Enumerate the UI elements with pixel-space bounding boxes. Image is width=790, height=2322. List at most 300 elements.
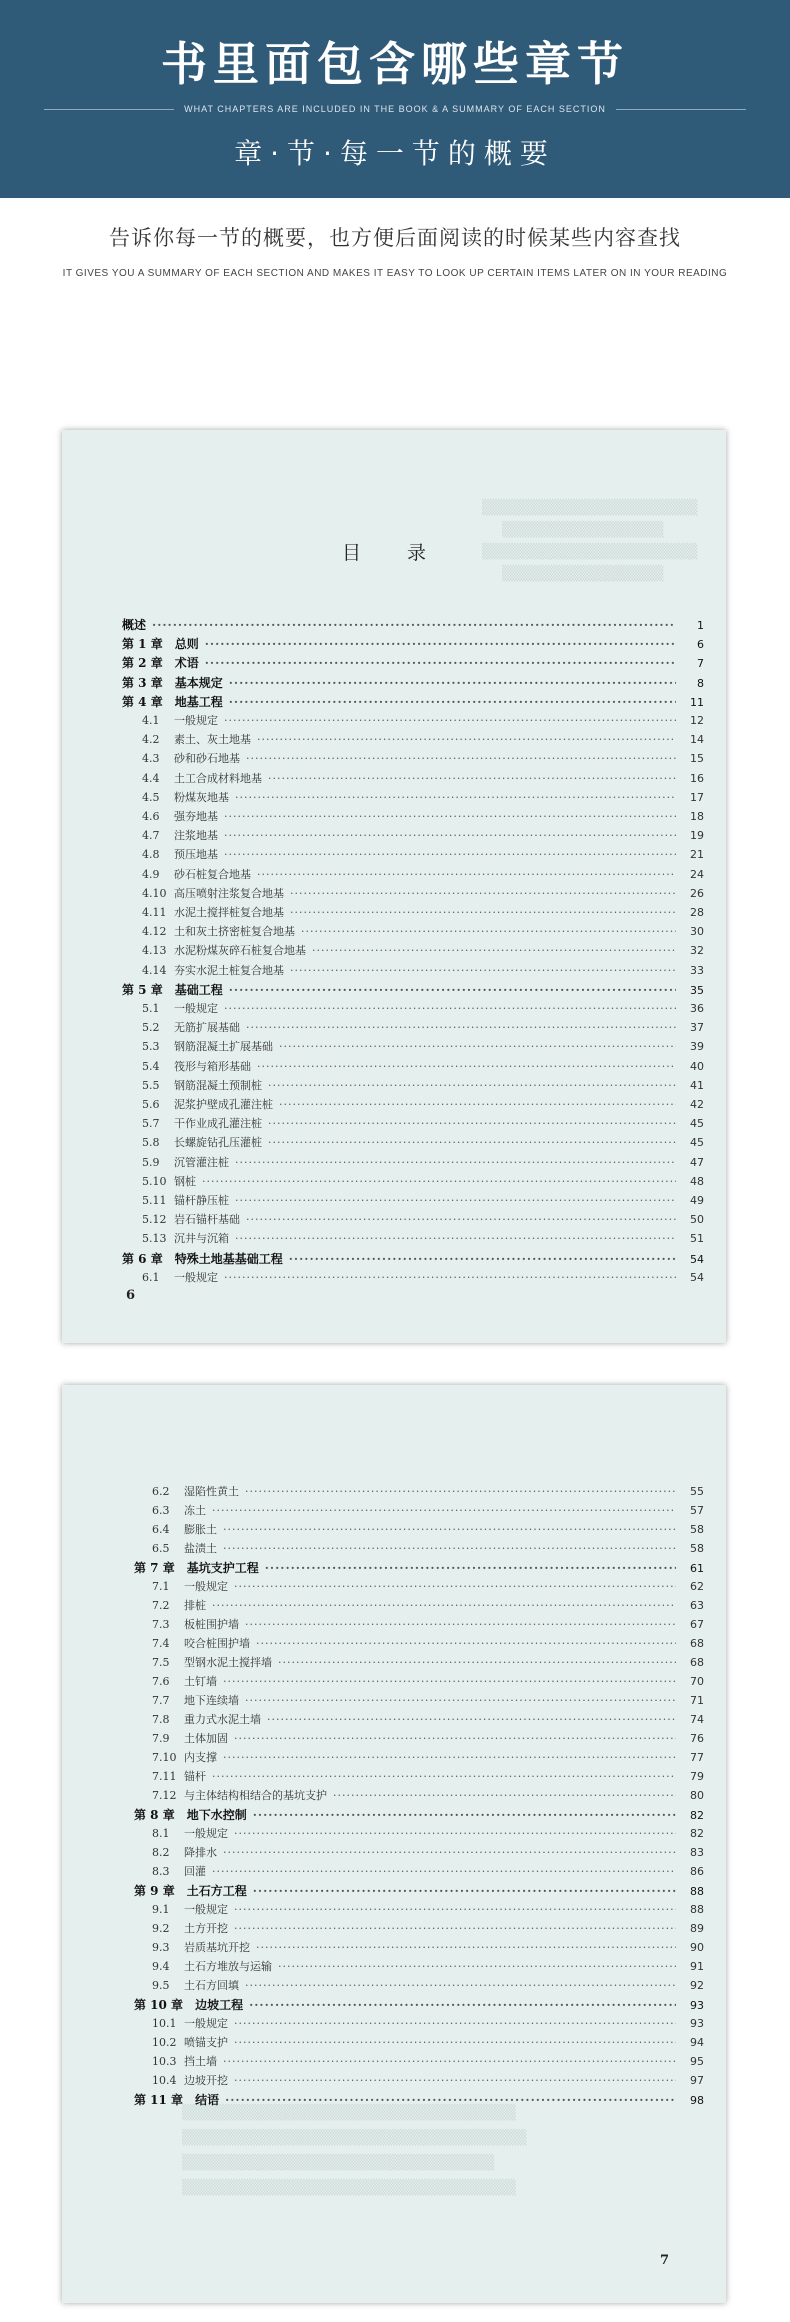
toc-entry-page: 28 xyxy=(690,906,704,919)
toc-leader-dots xyxy=(212,1865,676,1878)
toc-entry-number: 4.7 xyxy=(142,829,160,843)
toc-leader-dots xyxy=(245,1485,676,1498)
toc-entry-page: 77 xyxy=(690,1751,704,1764)
toc-entry-number: 7.11 xyxy=(152,1770,177,1783)
toc-section-entry xyxy=(142,1038,704,1054)
toc-leader-dots xyxy=(234,1732,676,1745)
toc-entry-number: 5.4 xyxy=(142,1059,160,1073)
toc-section-entry xyxy=(152,1901,704,1917)
toc-entry-page: 88 xyxy=(690,1903,704,1916)
toc-leader-dots xyxy=(301,925,676,938)
toc-entry-page: 95 xyxy=(690,2055,704,2068)
toc-section-entry xyxy=(152,1863,704,1879)
toc-entry-page: 67 xyxy=(690,1618,704,1631)
toc-leader-dots xyxy=(268,772,676,785)
toc-entry-number: 6.2 xyxy=(152,1485,170,1498)
toc-section-entry xyxy=(152,1844,704,1860)
toc-section-entry xyxy=(152,1749,704,1765)
toc-leader-dots xyxy=(205,637,676,651)
toc-entry-title: 一般规定 xyxy=(184,2017,228,2030)
toc-section-entry xyxy=(152,1654,704,1670)
toc-entry-title: 挡土墙 xyxy=(184,2055,217,2068)
toc-entry-number: 第 3 章 xyxy=(122,675,163,690)
toc-entry-page: 97 xyxy=(690,2074,704,2087)
toc-entry-title: 湿陷性黄土 xyxy=(184,1485,239,1498)
toc-entry-title: 土方开挖 xyxy=(184,1922,228,1935)
toc-leader-dots xyxy=(224,810,676,823)
toc-entry-title: 结语 xyxy=(195,2093,220,2107)
toc-entry-number: 5.13 xyxy=(142,1232,167,1246)
toc-entry-number: 9.5 xyxy=(152,1979,170,1992)
toc-entry-number: 4.5 xyxy=(142,790,160,804)
toc-leader-dots xyxy=(234,1580,676,1593)
toc-chapter-entry xyxy=(134,1882,704,1899)
toc-entry-title: 一般规定 xyxy=(184,1903,228,1916)
toc-section-entry xyxy=(152,1920,704,1936)
toc-leader-dots xyxy=(223,1542,676,1555)
toc-leader-dots xyxy=(234,1903,676,1916)
toc-entry-title: 岩石锚杆基础 xyxy=(174,1213,240,1227)
toc-entry-number: 4.13 xyxy=(142,944,167,958)
toc-leader-dots xyxy=(290,906,676,919)
toc-section-entry xyxy=(142,1269,704,1285)
toc-entry-number: 第 5 章 xyxy=(122,982,163,997)
toc-chapter-entry xyxy=(122,693,704,710)
toc-chapter-entry xyxy=(122,1250,704,1267)
show-through-text: ▒▒▒▒▒▒▒▒▒▒▒▒▒▒▒▒▒▒▒▒▒▒▒▒▒▒▒▒▒▒▒ xyxy=(182,2180,516,2196)
toc-entry-title: 砂石桩复合地基 xyxy=(174,867,251,881)
toc-entry-title: 泥浆护壁成孔灌注桩 xyxy=(174,1098,273,1111)
toc-entry-number: 7.10 xyxy=(152,1751,177,1764)
toc-section-entry xyxy=(142,1115,704,1131)
toc-entry-page: 74 xyxy=(690,1713,704,1726)
toc-leader-dots xyxy=(234,1922,676,1935)
toc-entry-page: 86 xyxy=(690,1865,704,1878)
toc-entry-title: 一般规定 xyxy=(184,1827,228,1840)
toc-entry-number: 5.1 xyxy=(142,1002,160,1015)
toc-section-entry xyxy=(152,2034,704,2050)
toc-leader-dots xyxy=(312,944,676,957)
toc-entry-title: 一般规定 xyxy=(174,1002,218,1015)
banner-subtitle-en: WHAT CHAPTERS ARE INCLUDED IN THE BOOK & A SUMMARY OF EACH SECTION xyxy=(184,104,606,114)
toc-entry-number: 10.1 xyxy=(152,2017,177,2030)
toc-entry-page: 21 xyxy=(690,848,704,862)
toc-chapter-entry xyxy=(122,674,704,691)
toc-section-entry xyxy=(152,1483,704,1499)
toc-section-entry xyxy=(142,770,704,786)
toc-entry-title: 锚杆静压桩 xyxy=(174,1194,229,1207)
toc-entry-title: 地基工程 xyxy=(174,694,223,709)
toc-entry-title: 降排水 xyxy=(184,1846,217,1859)
toc-entry-page: 48 xyxy=(690,1174,704,1188)
toc-entry-page: 35 xyxy=(690,983,704,997)
toc-entry-number: 第 8 章 xyxy=(134,1808,175,1822)
toc-section-entry xyxy=(142,731,704,747)
toc-section-entry xyxy=(152,1540,704,1556)
toc-entry-number: 4.12 xyxy=(142,925,167,939)
toc-entry-title: 无筋扩展基础 xyxy=(174,1021,240,1035)
toc-leader-dots xyxy=(229,676,676,690)
toc-entry-title: 回灌 xyxy=(184,1865,206,1878)
toc-entry-title: 沉井与沉箱 xyxy=(174,1232,229,1246)
toc-entry-title: 基坑支护工程 xyxy=(186,1561,259,1575)
toc-entry-title: 一般规定 xyxy=(184,1580,228,1593)
toc-entry-title: 概述 xyxy=(122,618,147,632)
toc-entry-number: 10.2 xyxy=(152,2036,177,2049)
toc-leader-dots xyxy=(224,1002,676,1015)
toc-leader-dots xyxy=(223,1675,676,1688)
toc-entry-page: 26 xyxy=(690,886,704,900)
toc-entry-number: 4.9 xyxy=(142,867,160,881)
toc-entry-page: 16 xyxy=(690,771,704,785)
toc-section-entry xyxy=(142,750,704,766)
toc-entry-title: 土和灰土挤密桩复合地基 xyxy=(174,925,295,939)
toc-section-entry xyxy=(142,1134,704,1150)
toc-leader-dots xyxy=(289,1252,676,1266)
toc-entry-title: 粉煤灰地基 xyxy=(174,790,229,804)
toc-entry-number: 4.14 xyxy=(142,963,167,977)
toc-section-entry xyxy=(142,1077,704,1093)
toc-section-entry xyxy=(142,1192,704,1208)
toc-entry-number: 6.1 xyxy=(142,1270,160,1284)
toc-leader-dots xyxy=(224,848,676,861)
toc-entry-number: 第 2 章 xyxy=(122,656,163,671)
toc-entry-number: 7.3 xyxy=(152,1618,170,1631)
toc-entry-title: 排桩 xyxy=(184,1599,206,1612)
toc-chapter-entry xyxy=(122,635,704,652)
toc-entry-number: 10.3 xyxy=(152,2055,177,2068)
toc-section-entry xyxy=(142,808,704,824)
toc-section-entry xyxy=(152,1616,704,1632)
toc-entry-page: 58 xyxy=(690,1523,704,1536)
toc-leader-dots xyxy=(256,1941,676,1954)
toc-leader-dots xyxy=(245,1694,676,1707)
toc-entry-title: 板桩围护墙 xyxy=(184,1618,239,1631)
toc-leader-dots xyxy=(223,1751,676,1764)
toc-entry-number: 9.2 xyxy=(152,1922,170,1935)
toc-entry-page: 90 xyxy=(690,1941,704,1954)
toc-entry-page: 14 xyxy=(690,733,704,747)
toc-entry-title: 砂和砂石地基 xyxy=(174,752,240,766)
toc-entry-number: 7.9 xyxy=(152,1732,170,1745)
toc-section-entry xyxy=(142,904,704,920)
toc-entry-number: 第 4 章 xyxy=(122,694,163,709)
show-through-text: ▒▒▒▒▒▒▒▒▒▒▒▒▒▒▒▒▒▒▒▒ xyxy=(482,544,698,560)
toc-leader-dots xyxy=(253,1884,676,1898)
toc-entry-number: 5.10 xyxy=(142,1174,167,1188)
toc-entry-title: 土石方工程 xyxy=(186,1884,247,1898)
banner-title: 书里面包含哪些章节 xyxy=(161,37,629,91)
toc-leader-dots xyxy=(202,1175,676,1188)
toc-entry-title: 特殊土地基基础工程 xyxy=(174,1251,283,1266)
toc-entry-number: 4.8 xyxy=(142,848,160,862)
description-text-en: IT GIVES YOU A SUMMARY OF EACH SECTION AND MAKES IT EASY TO LOOK UP CERTAIN ITEMS LATER ON IN YOUR READING xyxy=(62,268,728,279)
toc-entry-number: 7.12 xyxy=(152,1789,177,1802)
toc-leader-dots xyxy=(278,1960,676,1973)
toc-entry-title: 喷锚支护 xyxy=(184,2036,228,2049)
toc-entry-page: 88 xyxy=(690,1885,704,1898)
toc-leader-dots xyxy=(229,983,676,997)
toc-entry-page: 6 xyxy=(697,638,704,652)
toc-entry-title: 地下水控制 xyxy=(186,1808,247,1822)
toc-entry-page: 89 xyxy=(690,1922,704,1935)
show-through-text: ▒▒▒▒▒▒▒▒▒▒▒▒▒▒▒ xyxy=(502,522,664,538)
toc-entry-number: 4.3 xyxy=(142,752,160,766)
toc-entry-title: 注浆地基 xyxy=(174,829,218,843)
toc-entry-title: 一般规定 xyxy=(174,714,218,727)
toc-list xyxy=(62,430,726,1343)
toc-section-entry xyxy=(152,1521,704,1537)
toc-entry-number: 6.4 xyxy=(152,1523,170,1536)
toc-leader-dots xyxy=(225,2093,676,2107)
toc-leader-dots xyxy=(234,2036,676,2049)
toc-entry-title: 强夯地基 xyxy=(174,810,218,823)
toc-entry-page: 45 xyxy=(690,1136,704,1150)
toc-entry-page: 83 xyxy=(690,1846,704,1859)
toc-entry-page: 63 xyxy=(690,1599,704,1612)
toc-entry-page: 41 xyxy=(690,1078,704,1092)
toc-leader-dots xyxy=(290,964,676,977)
toc-leader-dots xyxy=(265,1561,676,1575)
toc-entry-page: 47 xyxy=(690,1155,704,1169)
toc-entry-number: 7.5 xyxy=(152,1656,170,1669)
toc-leader-dots xyxy=(246,1213,676,1226)
toc-entry-page: 94 xyxy=(690,2036,704,2049)
toc-entry-title: 基础工程 xyxy=(174,982,223,997)
toc-entry-title: 重力式水泥土墙 xyxy=(184,1713,261,1726)
toc-entry-page: 39 xyxy=(690,1040,704,1054)
show-through-text: ▒▒▒▒▒▒▒▒▒▒▒▒▒▒▒▒▒▒▒▒ xyxy=(482,500,698,516)
toc-leader-dots xyxy=(235,1156,676,1169)
toc-entry-page: 30 xyxy=(690,925,704,939)
toc-entry-number: 7.6 xyxy=(152,1675,170,1688)
toc-entry-number: 7.7 xyxy=(152,1694,170,1707)
description-text: 告诉你每一节的概要，也方便后面阅读的时候某些内容查找 xyxy=(109,226,681,250)
toc-entry-title: 土石方回填 xyxy=(184,1979,239,1992)
toc-section-entry xyxy=(142,1154,704,1170)
toc-chapter-entry xyxy=(122,616,704,633)
toc-leader-dots xyxy=(249,1998,676,2012)
toc-entry-page: 68 xyxy=(690,1656,704,1669)
toc-entry-number: 第 11 章 xyxy=(134,2093,184,2107)
toc-list xyxy=(62,1385,726,2303)
toc-entry-number: 第 7 章 xyxy=(134,1561,175,1575)
toc-leader-dots xyxy=(246,1021,676,1034)
page-number: 7 xyxy=(660,2253,670,2268)
toc-entry-title: 土石方堆放与运输 xyxy=(184,1960,272,1973)
toc-entry-number: 7.1 xyxy=(152,1580,170,1593)
toc-entry-title: 膨胀土 xyxy=(184,1523,217,1536)
toc-leader-dots xyxy=(224,829,676,842)
toc-entry-page: 82 xyxy=(690,1827,704,1840)
toc-leader-dots xyxy=(245,1618,676,1631)
toc-entry-number: 6.3 xyxy=(152,1504,170,1517)
toc-leader-dots xyxy=(212,1770,676,1783)
toc-leader-dots xyxy=(246,752,676,765)
show-through-text: ▒▒▒▒▒▒▒▒▒▒▒▒▒▒▒▒▒▒▒▒▒▒▒▒▒▒▒▒▒▒▒▒ xyxy=(182,2130,527,2146)
toc-entry-number: 8.1 xyxy=(152,1827,170,1840)
toc-leader-dots xyxy=(245,1979,676,1992)
toc-leader-dots xyxy=(279,1040,676,1053)
toc-entry-title: 高压喷射注浆复合地基 xyxy=(174,886,284,900)
toc-leader-dots xyxy=(278,1656,676,1669)
toc-section-entry xyxy=(142,712,704,728)
toc-entry-number: 10.4 xyxy=(152,2074,177,2087)
toc-leader-dots xyxy=(212,1599,676,1612)
toc-leader-dots xyxy=(268,1079,676,1092)
toc-page-1 xyxy=(62,430,726,1343)
toc-section-entry xyxy=(142,1019,704,1035)
toc-entry-number: 第 6 章 xyxy=(122,1251,163,1266)
toc-entry-title: 锚杆 xyxy=(184,1770,206,1783)
toc-entry-page: 54 xyxy=(690,1270,704,1284)
toc-entry-number: 6.5 xyxy=(152,1542,170,1555)
toc-title: 目 录 xyxy=(341,542,447,564)
toc-entry-page: 17 xyxy=(690,790,704,804)
show-through-text: ▒▒▒▒▒▒▒▒▒▒▒▒▒▒▒▒▒▒▒▒▒▒▒▒▒▒▒▒▒▒▒ xyxy=(182,2105,516,2121)
toc-leader-dots xyxy=(333,1789,676,1802)
toc-leader-dots xyxy=(224,1271,676,1284)
toc-entry-page: 19 xyxy=(690,829,704,843)
toc-chapter-entry xyxy=(122,981,704,998)
toc-entry-title: 地下连续墙 xyxy=(184,1694,239,1707)
toc-entry-number: 5.3 xyxy=(142,1040,160,1054)
toc-section-entry xyxy=(142,1211,704,1227)
banner-subtitle: 章·节·每一节的概要 xyxy=(234,137,556,170)
toc-entry-number: 4.2 xyxy=(142,733,160,747)
toc-entry-page: 24 xyxy=(690,867,704,881)
toc-entry-title: 长螺旋钻孔压灌桩 xyxy=(174,1136,262,1150)
toc-entry-page: 36 xyxy=(690,1002,704,1015)
toc-entry-page: 1 xyxy=(697,619,704,632)
toc-entry-page: 76 xyxy=(690,1732,704,1745)
toc-section-entry xyxy=(142,789,704,805)
toc-leader-dots xyxy=(267,1713,676,1726)
toc-entry-title: 水泥粉煤灰碎石桩复合地基 xyxy=(174,944,306,958)
toc-entry-page: 62 xyxy=(690,1580,704,1593)
toc-section-entry xyxy=(152,1768,704,1784)
toc-entry-page: 33 xyxy=(690,963,704,977)
toc-entry-page: 49 xyxy=(690,1194,704,1207)
toc-section-entry xyxy=(142,1000,704,1016)
toc-entry-page: 15 xyxy=(690,752,704,766)
toc-entry-page: 18 xyxy=(690,810,704,823)
toc-entry-number: 5.5 xyxy=(142,1078,160,1092)
toc-entry-title: 钢筋混凝土扩展基础 xyxy=(174,1040,273,1054)
toc-entry-title: 咬合桩围护墙 xyxy=(184,1637,250,1650)
toc-entry-title: 基本规定 xyxy=(174,675,223,690)
toc-chapter-entry xyxy=(122,654,704,671)
banner-divider-right xyxy=(616,109,746,110)
toc-entry-title: 素土、灰土地基 xyxy=(174,733,251,747)
toc-leader-dots xyxy=(253,1808,676,1822)
toc-section-entry xyxy=(152,1635,704,1651)
toc-entry-title: 夯实水泥土桩复合地基 xyxy=(174,963,284,977)
toc-entry-title: 岩质基坑开挖 xyxy=(184,1941,250,1954)
toc-entry-title: 钢筋混凝土预制桩 xyxy=(174,1078,262,1092)
toc-entry-number: 9.4 xyxy=(152,1960,170,1973)
toc-section-entry xyxy=(152,1502,704,1518)
toc-entry-page: 7 xyxy=(697,657,704,671)
toc-section-entry xyxy=(142,827,704,843)
toc-entry-title: 一般规定 xyxy=(174,1270,218,1284)
toc-entry-page: 11 xyxy=(690,695,704,709)
toc-entry-number: 4.10 xyxy=(142,886,167,900)
header-banner xyxy=(0,0,790,198)
toc-entry-page: 50 xyxy=(690,1213,704,1227)
toc-entry-page: 80 xyxy=(690,1789,704,1802)
toc-entry-title: 土体加固 xyxy=(184,1732,228,1745)
toc-leader-dots xyxy=(257,733,676,746)
toc-entry-number: 第 1 章 xyxy=(122,637,163,652)
toc-entry-page: 51 xyxy=(690,1232,704,1246)
toc-leader-dots xyxy=(235,1194,676,1207)
toc-entry-page: 45 xyxy=(690,1117,704,1131)
toc-entry-number: 4.6 xyxy=(142,810,160,823)
toc-entry-title: 冻土 xyxy=(184,1504,206,1517)
toc-leader-dots xyxy=(257,1060,676,1073)
toc-section-entry xyxy=(142,1173,704,1189)
toc-section-entry xyxy=(152,1977,704,1993)
toc-entry-title: 总则 xyxy=(174,637,199,652)
toc-entry-number: 7.8 xyxy=(152,1713,170,1726)
toc-section-entry xyxy=(152,1939,704,1955)
toc-section-entry xyxy=(142,885,704,901)
toc-leader-dots xyxy=(223,1846,676,1859)
page-number: 6 xyxy=(126,1288,136,1303)
toc-entry-number: 第 9 章 xyxy=(134,1884,175,1898)
toc-entry-page: 42 xyxy=(690,1098,704,1111)
toc-leader-dots xyxy=(205,656,676,670)
toc-chapter-entry xyxy=(134,2091,704,2108)
toc-section-entry xyxy=(142,866,704,882)
toc-entry-number: 9.1 xyxy=(152,1903,170,1916)
toc-entry-title: 土钉墙 xyxy=(184,1675,217,1688)
toc-entry-title: 与主体结构相结合的基坑支护 xyxy=(184,1789,327,1802)
toc-section-entry xyxy=(152,1673,704,1689)
toc-leader-dots xyxy=(268,1117,676,1130)
toc-entry-number: 5.7 xyxy=(142,1117,160,1131)
toc-leader-dots xyxy=(223,1523,676,1536)
toc-section-entry xyxy=(152,2072,704,2088)
toc-entry-page: 32 xyxy=(690,944,704,958)
toc-entry-page: 68 xyxy=(690,1637,704,1650)
toc-entry-number: 5.12 xyxy=(142,1213,167,1227)
toc-leader-dots xyxy=(234,1827,676,1840)
show-through-text: ▒▒▒▒▒▒▒▒▒▒▒▒▒▒▒▒▒▒▒▒▒▒▒▒▒▒▒▒▒ xyxy=(182,2155,495,2171)
toc-entry-number: 5.11 xyxy=(142,1194,167,1207)
toc-section-entry xyxy=(152,1787,704,1803)
toc-section-entry xyxy=(142,942,704,958)
toc-entry-number: 7.4 xyxy=(152,1637,170,1650)
toc-entry-title: 沉管灌注桩 xyxy=(174,1155,229,1169)
toc-entry-number: 5.8 xyxy=(142,1136,160,1150)
toc-chapter-entry xyxy=(134,1996,704,2013)
toc-entry-title: 内支撑 xyxy=(184,1751,217,1764)
toc-leader-dots xyxy=(152,618,676,632)
toc-leader-dots xyxy=(235,1232,676,1245)
toc-section-entry xyxy=(142,923,704,939)
toc-page-2 xyxy=(62,1385,726,2303)
toc-entry-number: 5.6 xyxy=(142,1098,160,1111)
toc-section-entry xyxy=(152,1730,704,1746)
toc-section-entry xyxy=(152,2053,704,2069)
toc-leader-dots xyxy=(223,2055,676,2068)
toc-entry-number: 4.11 xyxy=(142,906,167,919)
toc-section-entry xyxy=(142,962,704,978)
show-through-text: ▒▒▒▒▒▒▒▒▒▒▒▒▒▒▒ xyxy=(502,566,664,582)
toc-entry-page: 40 xyxy=(690,1059,704,1073)
